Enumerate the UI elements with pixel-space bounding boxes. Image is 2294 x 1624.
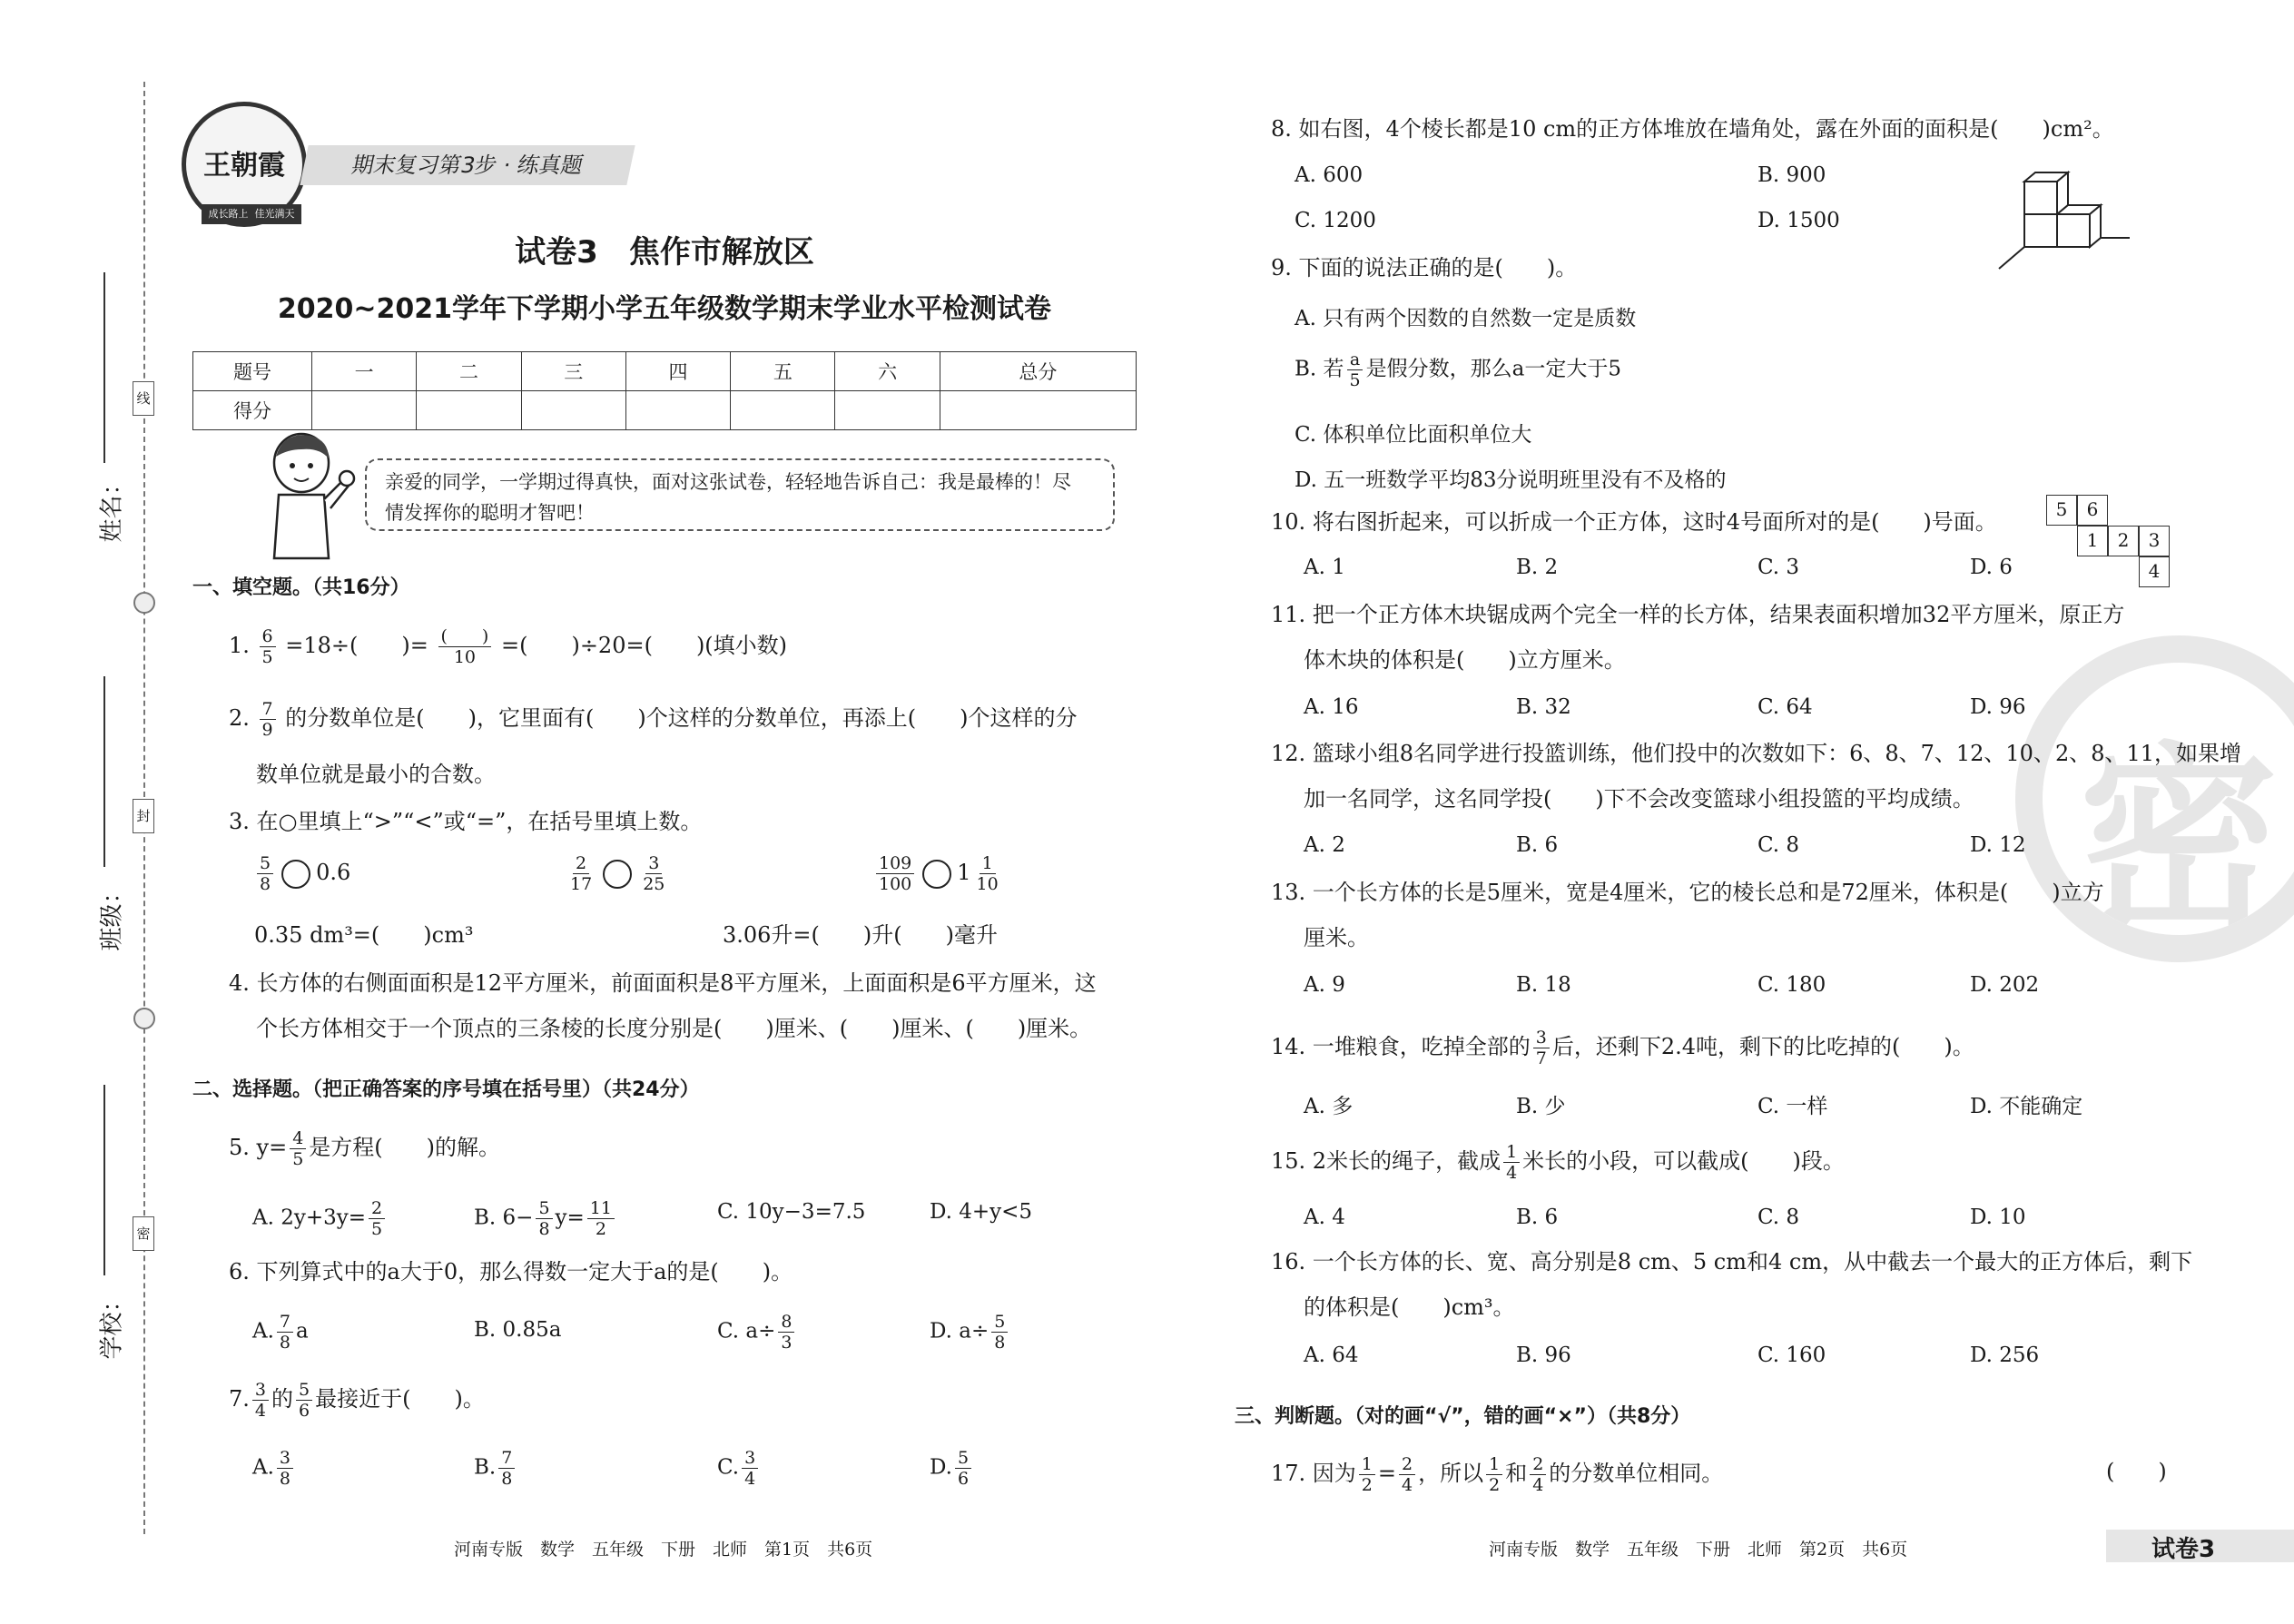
review-banner: 期末复习第3步 · 练真题 [300, 145, 635, 185]
school-underline [103, 1085, 105, 1275]
denominator: 10 [453, 647, 477, 667]
score-header-2: 二 [417, 352, 521, 391]
watermark-text: 密 [2079, 725, 2279, 958]
question-11-line-2: 体木块的体积是( )立方厘米。 [1304, 647, 1626, 673]
fraction [257, 853, 273, 894]
paper-title: 试卷3 焦作市解放区 [515, 234, 814, 271]
q10-option-a[interactable]: A. 1 [1304, 556, 1345, 579]
numerator: 109 [876, 853, 914, 874]
fraction [1503, 1142, 1520, 1183]
numerator: 1 [1486, 1454, 1502, 1475]
question-4: 4. 长方体的右侧面面积是12平方厘米，前面面积是8平方厘米，上面面积是6平方厘米，这 [229, 970, 1097, 996]
q1-fraction [260, 626, 276, 667]
q5-text-b: 是方程( )的解。 [309, 1135, 501, 1160]
q14-option-c[interactable]: C. 一样 [1757, 1095, 1828, 1118]
q13-option-d[interactable]: D. 202 [1970, 973, 2040, 997]
score-cell[interactable] [731, 391, 835, 430]
question-13-line-2: 厘米。 [1304, 925, 1369, 950]
q13-option-c[interactable]: C. 180 [1757, 973, 1826, 997]
fraction [277, 1312, 293, 1353]
option-text: B. 若 [1295, 357, 1344, 381]
q12-option-c[interactable]: C. 8 [1757, 833, 1800, 857]
numerator: a [1347, 349, 1363, 370]
question-9: 9. 下面的说法正确的是( )。 [1271, 255, 1578, 281]
question-14 [1271, 1028, 1974, 1068]
q16-option-c[interactable]: C. 160 [1757, 1343, 1826, 1367]
section-2-title: 二、选择题。（把正确答案的序号填在括号里）（共24分） [192, 1078, 700, 1101]
q1-blank-fraction[interactable] [438, 626, 492, 667]
score-cell[interactable] [521, 391, 625, 430]
q17-text-a: 17. 因为 [1271, 1461, 1356, 1486]
fraction [587, 1198, 615, 1239]
q12-option-b[interactable]: B. 6 [1516, 833, 1559, 857]
binding-mark-xian: 线 [133, 381, 154, 416]
numerator: 1 [1503, 1142, 1520, 1163]
fraction [277, 1448, 293, 1489]
denominator: 8 [260, 874, 271, 894]
q11-option-c[interactable]: C. 64 [1757, 695, 1813, 719]
q17-text-b: ，所以 [1418, 1461, 1484, 1486]
question-17 [1271, 1454, 1723, 1495]
numerator: 4 [290, 1128, 306, 1149]
score-cell[interactable] [625, 391, 730, 430]
q15-option-b[interactable]: B. 6 [1516, 1206, 1559, 1229]
q9-option-a[interactable]: A. 只有两个因数的自然数一定是质数 [1295, 307, 1637, 330]
question-2-line-2: 数单位就是最小的合数。 [256, 762, 496, 787]
denominator: 8 [994, 1333, 1006, 1353]
numerator: 3 [277, 1448, 293, 1469]
denominator: 5 [261, 647, 273, 667]
question-5 [229, 1128, 500, 1169]
option-text: A. 2y+3y= [252, 1206, 367, 1230]
denominator: 9 [261, 720, 273, 740]
fraction [1399, 1454, 1415, 1495]
net-cell: 1 [2077, 526, 2108, 556]
cube-stack-figure [1997, 163, 2133, 272]
student-illustration [256, 431, 356, 567]
q17-text-e: 的分数单位相同。 [1549, 1461, 1724, 1486]
q1-text-c: =( )÷20=( )(填小数) [500, 633, 788, 658]
value: 0.6 [316, 860, 351, 885]
fraction [1486, 1454, 1502, 1495]
score-header-label: 题号 [193, 352, 312, 391]
q17-answer-parens[interactable]: ( ) [2106, 1459, 2167, 1484]
q17-text-c: 和 [1505, 1461, 1528, 1486]
compare-circle[interactable] [281, 860, 310, 889]
question-4-line-2: 个长方体相交于一个顶点的三条棱的长度分别是( )厘米、( )厘米、( )厘米。 [256, 1016, 1092, 1041]
q3-item-1 [254, 853, 350, 894]
q15-text-a: 15. 2米长的绳子，截成 [1271, 1148, 1501, 1174]
q12-option-a[interactable]: A. 2 [1304, 833, 1345, 857]
question-8: 8. 如右图，4个棱长都是10 cm的正方体堆放在墙角处，露在外面的面积是( )cm²。 [1271, 116, 2114, 142]
score-row-label: 得分 [193, 391, 312, 430]
school-label: 学校： [98, 1288, 126, 1360]
fraction [955, 1448, 971, 1489]
score-header-3: 三 [521, 352, 625, 391]
numerator: 5 [536, 1198, 552, 1219]
q8-option-a[interactable]: A. 600 [1295, 163, 1364, 187]
q3-item-2 [565, 853, 670, 894]
greeting-box [365, 458, 1115, 531]
numerator: 5 [991, 1312, 1008, 1333]
option-text: A. [252, 1319, 274, 1343]
fraction [567, 853, 595, 894]
denominator: 3 [781, 1333, 793, 1353]
fraction [974, 853, 1001, 894]
section-3-title: 三、判断题。（对的画“√”，错的画“×”）（共8分） [1235, 1405, 1691, 1428]
denominator: 2 [595, 1219, 606, 1239]
option-text: D. a÷ [930, 1319, 989, 1343]
fraction [640, 853, 667, 894]
denominator: 4 [1532, 1475, 1544, 1495]
question-15 [1271, 1142, 1845, 1183]
denominator: 5 [371, 1219, 383, 1239]
net-cell: 4 [2139, 556, 2170, 587]
score-header-total: 总分 [940, 352, 1136, 391]
q11-option-d[interactable]: D. 96 [1970, 695, 2026, 719]
denominator: 8 [279, 1333, 291, 1353]
q11-option-b[interactable]: B. 32 [1516, 695, 1571, 719]
denominator: 8 [501, 1469, 513, 1489]
greeting-line-2: 情发挥你的聪明才智吧！ [385, 502, 595, 524]
score-header-4: 四 [625, 352, 730, 391]
q14-option-d[interactable]: D. 不能确定 [1970, 1095, 2083, 1118]
numerator: 5 [257, 853, 273, 874]
q1-text-b: =18÷( )= [285, 633, 428, 658]
option-text: A. [252, 1455, 274, 1480]
net-cell: 5 [2046, 495, 2077, 526]
score-table [192, 351, 1137, 430]
q1-number: 1. [229, 633, 250, 658]
denominator: 8 [538, 1219, 550, 1239]
class-label: 班级： [98, 880, 126, 951]
question-1 [229, 626, 787, 667]
numerator: 7 [498, 1448, 515, 1469]
q3-item-4: 0.35 dm³=( )cm³ [254, 922, 474, 948]
q8-option-d[interactable]: D. 1500 [1757, 209, 1840, 232]
binding-mark-feng: 封 [133, 799, 154, 833]
q16-option-d[interactable]: D. 256 [1970, 1343, 2040, 1367]
denominator: 2 [1361, 1475, 1373, 1495]
option-text: y= [555, 1206, 585, 1230]
logo-sub-right: 佳光满天 [254, 208, 295, 220]
q5-option-c[interactable]: C. 10y−3=7.5 [717, 1200, 866, 1224]
denominator: 4 [1402, 1475, 1413, 1495]
numerator: 11 [587, 1198, 615, 1219]
q3-item-5: 3.06升=( )升( )毫升 [723, 922, 998, 948]
question-16-line-2: 的体积是( )cm³。 [1304, 1294, 1515, 1320]
numerator: 2 [369, 1198, 385, 1219]
q13-option-b[interactable]: B. 18 [1516, 973, 1571, 997]
q12-option-d[interactable]: D. 12 [1970, 833, 2026, 857]
q2-fraction [260, 699, 276, 740]
q6-option-d[interactable] [930, 1312, 1010, 1353]
question-7 [229, 1380, 485, 1421]
q8-option-c[interactable]: C. 1200 [1295, 209, 1376, 232]
question-3: 3. 在○里填上“>”“<”或“=”，在括号里填上数。 [229, 809, 703, 834]
option-text: 是假分数，那么a一定大于5 [1365, 357, 1621, 381]
q14-text-a: 14. 一堆粮食，吃掉全部的 [1271, 1034, 1531, 1059]
net-cell: 3 [2139, 526, 2170, 556]
score-cell[interactable] [417, 391, 521, 430]
denominator: 6 [957, 1469, 970, 1489]
numerator: 1 [1359, 1454, 1375, 1475]
question-16: 16. 一个长方体的长、宽、高分别是8 cm、5 cm和4 cm，从中截去一个最大的正方体后，剩下 [1271, 1249, 2193, 1275]
q7-option-d[interactable] [930, 1448, 974, 1489]
q9-option-c[interactable]: C. 体积单位比面积单位大 [1295, 423, 1532, 447]
fraction [1347, 349, 1364, 390]
q5-text-a: 5. y= [229, 1135, 288, 1160]
option-text: B. 6− [474, 1206, 534, 1230]
whole: 1 [957, 860, 971, 885]
denominator: 5 [1349, 370, 1361, 390]
denominator: 2 [1489, 1475, 1501, 1495]
denominator: 4 [254, 1401, 266, 1421]
question-13: 13. 一个长方体的长是5厘米，宽是4厘米，它的棱长总和是72厘米，体积是( )立方 [1271, 880, 2104, 905]
q15-option-c[interactable]: C. 8 [1757, 1206, 1800, 1229]
fraction [1359, 1454, 1375, 1495]
numerator: 5 [955, 1448, 971, 1469]
fraction [876, 853, 914, 894]
binding-dot-1 [133, 592, 155, 614]
q7-option-c[interactable] [717, 1448, 761, 1489]
fraction [991, 1312, 1008, 1353]
footer-left: 河南专版 数学 五年级 下册 北师 第1页 共6页 [454, 1540, 873, 1560]
fraction [252, 1380, 269, 1421]
watermark-seal [2015, 635, 2294, 962]
numerator: 5 [296, 1380, 312, 1401]
score-header-6: 六 [835, 352, 940, 391]
denominator: 4 [1506, 1163, 1518, 1183]
numerator: 3 [742, 1448, 758, 1469]
q7-option-a[interactable] [252, 1448, 296, 1489]
option-text: D. [930, 1455, 952, 1480]
fraction [296, 1380, 312, 1421]
section-1-title: 一、填空题。（共16分） [192, 576, 410, 599]
denominator: 6 [299, 1401, 310, 1421]
q6-option-c[interactable] [717, 1312, 797, 1353]
fraction [1530, 1454, 1546, 1495]
paper-subtitle: 2020~2021学年下学期小学五年级数学期末学业水平检测试卷 [277, 293, 1052, 325]
name-underline [103, 272, 105, 463]
question-6: 6. 下列算式中的a大于0，那么得数一定大于a的是( )。 [229, 1259, 793, 1284]
score-cell[interactable] [312, 391, 417, 430]
score-cell[interactable] [940, 391, 1136, 430]
numerator: 2 [1399, 1454, 1415, 1475]
score-cell[interactable] [835, 391, 940, 430]
q7-option-b[interactable] [474, 1448, 517, 1489]
score-header-5: 五 [731, 352, 835, 391]
q10-option-c[interactable]: C. 3 [1757, 556, 1800, 579]
binding-dot-2 [133, 1008, 155, 1029]
paper-tag: 试卷3 [2151, 1536, 2216, 1563]
compare-circle[interactable] [603, 860, 632, 889]
q10-option-b[interactable]: B. 2 [1516, 556, 1559, 579]
denominator: 8 [279, 1469, 291, 1489]
numerator: 2 [573, 853, 589, 874]
q14-text-b: 后，还剩下2.4吨，剩下的比吃掉的( )。 [1551, 1034, 1974, 1059]
question-12-line-2: 加一名同学，这名同学投( )下不会改变篮球小组投篮的平均成绩。 [1304, 786, 1974, 812]
q16-option-a[interactable]: A. 64 [1304, 1343, 1359, 1367]
q14-option-a[interactable]: A. 多 [1304, 1095, 1354, 1118]
denominator: 100 [879, 874, 912, 894]
numerator: 3 [1533, 1028, 1550, 1048]
q11-option-a[interactable]: A. 16 [1304, 695, 1359, 719]
q3-item-3 [873, 853, 1004, 894]
q8-option-b[interactable]: B. 900 [1757, 163, 1826, 187]
q7-text-c: 最接近于( )。 [315, 1386, 485, 1412]
numerator: 7 [260, 699, 276, 720]
numerator: 2 [1530, 1454, 1546, 1475]
fraction [369, 1198, 385, 1239]
option-text: a [296, 1319, 309, 1343]
q10-option-d[interactable]: D. 6 [1970, 556, 2013, 579]
net-cell: 2 [2108, 526, 2139, 556]
option-text: B. [474, 1455, 497, 1480]
denominator: 25 [643, 874, 665, 894]
logo-text: 王朝霞 [203, 150, 285, 182]
fraction [290, 1128, 306, 1169]
denominator: 17 [570, 874, 593, 894]
q6-option-a[interactable] [252, 1312, 309, 1353]
q2-number: 2. [229, 705, 250, 731]
numerator: 3 [645, 853, 662, 874]
q13-option-a[interactable]: A. 9 [1304, 973, 1345, 997]
q5-option-a[interactable] [252, 1198, 388, 1239]
net-cell: 6 [2077, 495, 2108, 526]
fraction [742, 1448, 758, 1489]
denominator: 4 [744, 1469, 756, 1489]
q15-text-b: 米长的小段，可以截成( )段。 [1522, 1148, 1845, 1174]
q7-text-b: 的 [271, 1386, 293, 1412]
denominator: 10 [976, 874, 999, 894]
q15-option-d[interactable]: D. 10 [1970, 1206, 2026, 1229]
fraction [778, 1312, 794, 1353]
question-11: 11. 把一个正方体木块锯成两个完全一样的长方体，结果表面积增加32平方厘米，原正方 [1271, 602, 2125, 627]
compare-circle[interactable] [922, 860, 951, 889]
q9-option-d[interactable]: D. 五一班数学平均83分说明班里没有不及格的 [1295, 468, 1727, 492]
name-label: 姓名： [98, 471, 126, 543]
fraction [498, 1448, 515, 1489]
question-10: 10. 将右图折起来，可以折成一个正方体，这时4号面所对的是( )号面。 [1271, 509, 1997, 535]
q14-option-b[interactable]: B. 少 [1516, 1095, 1566, 1118]
question-12: 12. 篮球小组8名同学进行投篮训练，他们投中的次数如下：6、8、7、12、10、2、8、11，如果增 [1271, 741, 2242, 766]
greeting-line-1: 亲爱的同学，一学期过得真快，面对这张试卷，轻轻地告诉自己：我是最棒的！尽 [385, 471, 1071, 493]
option-text: C. [717, 1455, 740, 1480]
score-table-header-row [193, 352, 1137, 391]
q5-option-d[interactable]: D. 4+y<5 [930, 1200, 1033, 1224]
footer-right: 河南专版 数学 五年级 下册 北师 第2页 共6页 [1489, 1540, 1908, 1560]
q16-option-b[interactable]: B. 96 [1516, 1343, 1571, 1367]
class-underline [103, 676, 105, 867]
q6-option-b[interactable]: B. 0.85a [474, 1318, 562, 1342]
q9-option-b[interactable] [1295, 349, 1621, 390]
numerator: 8 [778, 1312, 794, 1333]
fraction [1533, 1028, 1550, 1068]
q2-text-b: 的分数单位是( )，它里面有( )个这样的分数单位，再添上( )个这样的分 [285, 705, 1078, 731]
score-header-1: 一 [312, 352, 417, 391]
numerator: 3 [252, 1380, 269, 1401]
q15-option-a[interactable]: A. 4 [1304, 1206, 1345, 1229]
option-text: C. a÷ [717, 1319, 776, 1343]
binding-mark-mi: 密 [133, 1216, 154, 1251]
score-table-score-row [193, 391, 1137, 430]
numerator: 1 [980, 853, 996, 874]
fraction [536, 1198, 552, 1239]
numerator: 7 [277, 1312, 293, 1333]
denominator: 5 [292, 1149, 304, 1169]
q7-text-a: 7. [229, 1386, 250, 1412]
numerator: ( ) [438, 626, 492, 647]
q5-option-b[interactable] [474, 1198, 617, 1239]
question-2 [229, 699, 1077, 740]
numerator: 6 [260, 626, 276, 647]
logo-sub-left: 成长路上 [208, 208, 249, 220]
denominator: 7 [1535, 1048, 1547, 1068]
logo-ribbon [202, 204, 301, 224]
q17-equals: = [1377, 1461, 1396, 1486]
